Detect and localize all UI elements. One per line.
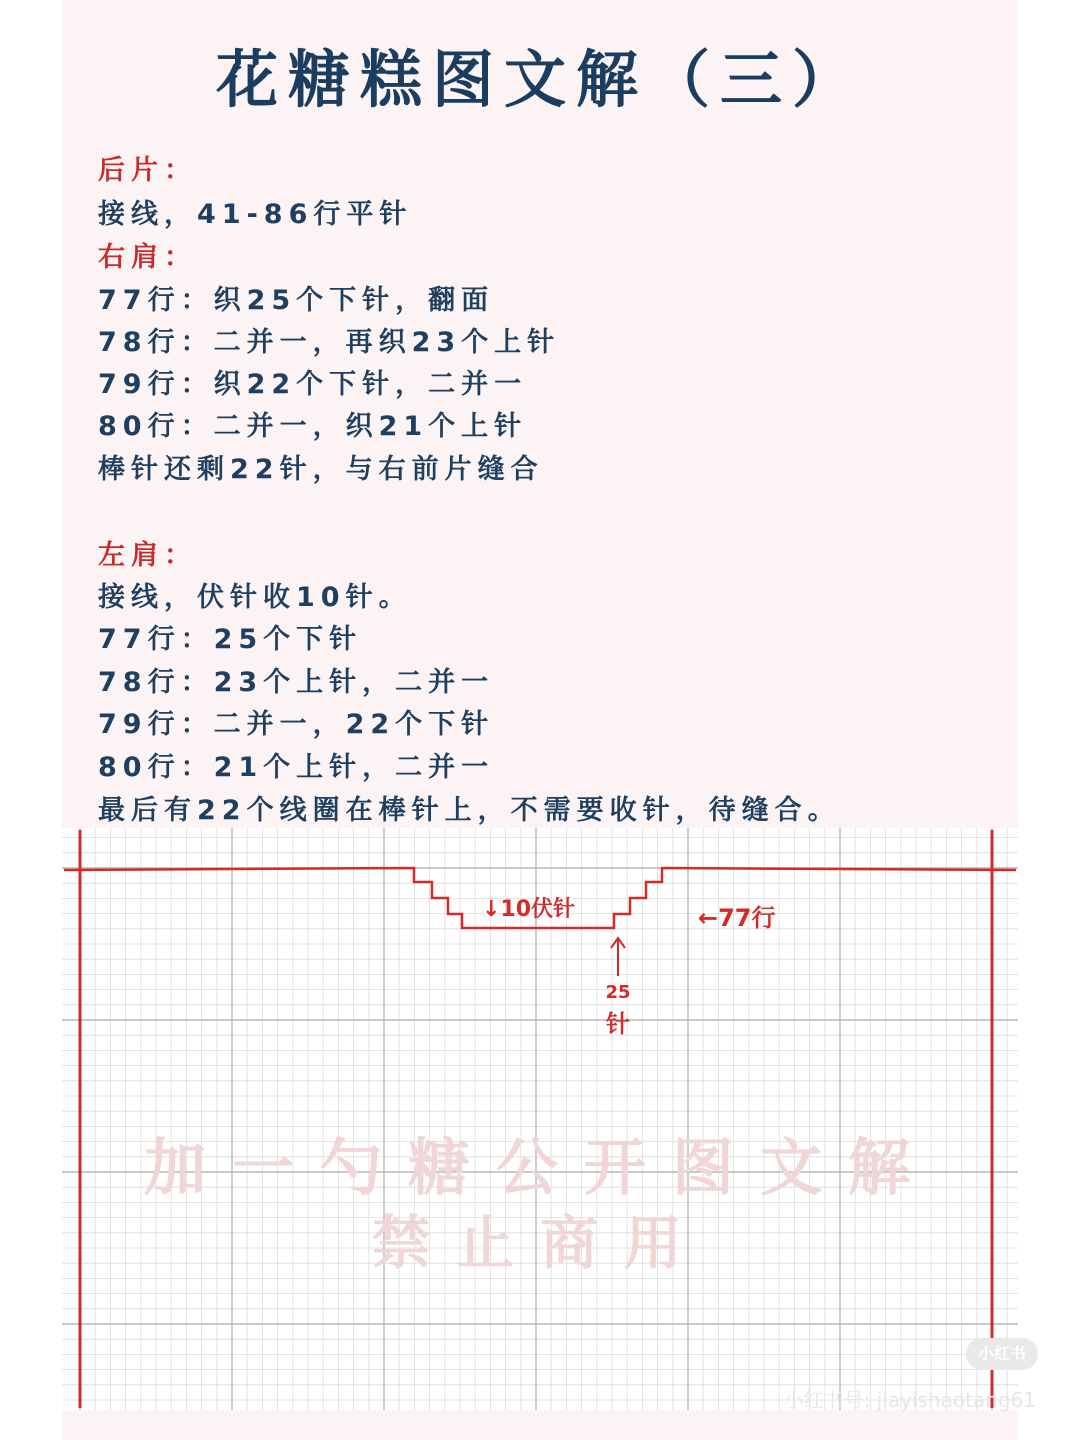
back-piece-heading: 后片： — [98, 155, 197, 186]
left-shoulder-row-78: 78行：23个上针，二并一 — [98, 667, 495, 698]
right-shoulder-row-77: 77行：织25个下针，翻面 — [98, 285, 495, 316]
left-shoulder-heading: 左肩： — [98, 540, 197, 571]
watermark-line-2: 禁止商用 — [371, 1209, 708, 1277]
platform-badge: 小红书 — [966, 1338, 1038, 1370]
right-shoulder-note: 棒针还剩22针，与右前片缝合 — [98, 454, 544, 485]
row-77-label: ←77行 — [698, 904, 776, 932]
right-shoulder-row-80: 80行：二并一，织21个上针 — [98, 411, 528, 442]
right-shoulder-heading: 右肩： — [98, 242, 197, 273]
page-title: 花糖糕图文解（三） — [215, 43, 864, 116]
right-shoulder-row-78: 78行：二并一，再织23个上针 — [98, 327, 561, 358]
stitch-count-number: 25 — [605, 982, 631, 1003]
bind-off-label: ↓10伏针 — [482, 897, 576, 922]
back-piece-line: 接线，41-86行平针 — [98, 199, 413, 230]
watermark-line-1: 加一勺糖公开图文解 — [143, 1131, 936, 1204]
left-shoulder-note: 最后有22个线圈在棒针上，不需要收针，待缝合。 — [98, 795, 841, 826]
stitch-count-unit: 针 — [606, 1010, 630, 1038]
left-shoulder-line: 接线，伏针收10针。 — [98, 582, 412, 613]
right-shoulder-row-79: 79行：织22个下针，二并一 — [98, 369, 528, 400]
left-shoulder-row-77: 77行：25个下针 — [98, 624, 363, 655]
left-shoulder-row-79: 79行：二并一，22个下针 — [98, 709, 495, 740]
platform-handle: 小红书号: jiayishaotang61 — [783, 1388, 1036, 1412]
left-shoulder-row-80: 80行：21个上针，二并一 — [98, 752, 495, 783]
